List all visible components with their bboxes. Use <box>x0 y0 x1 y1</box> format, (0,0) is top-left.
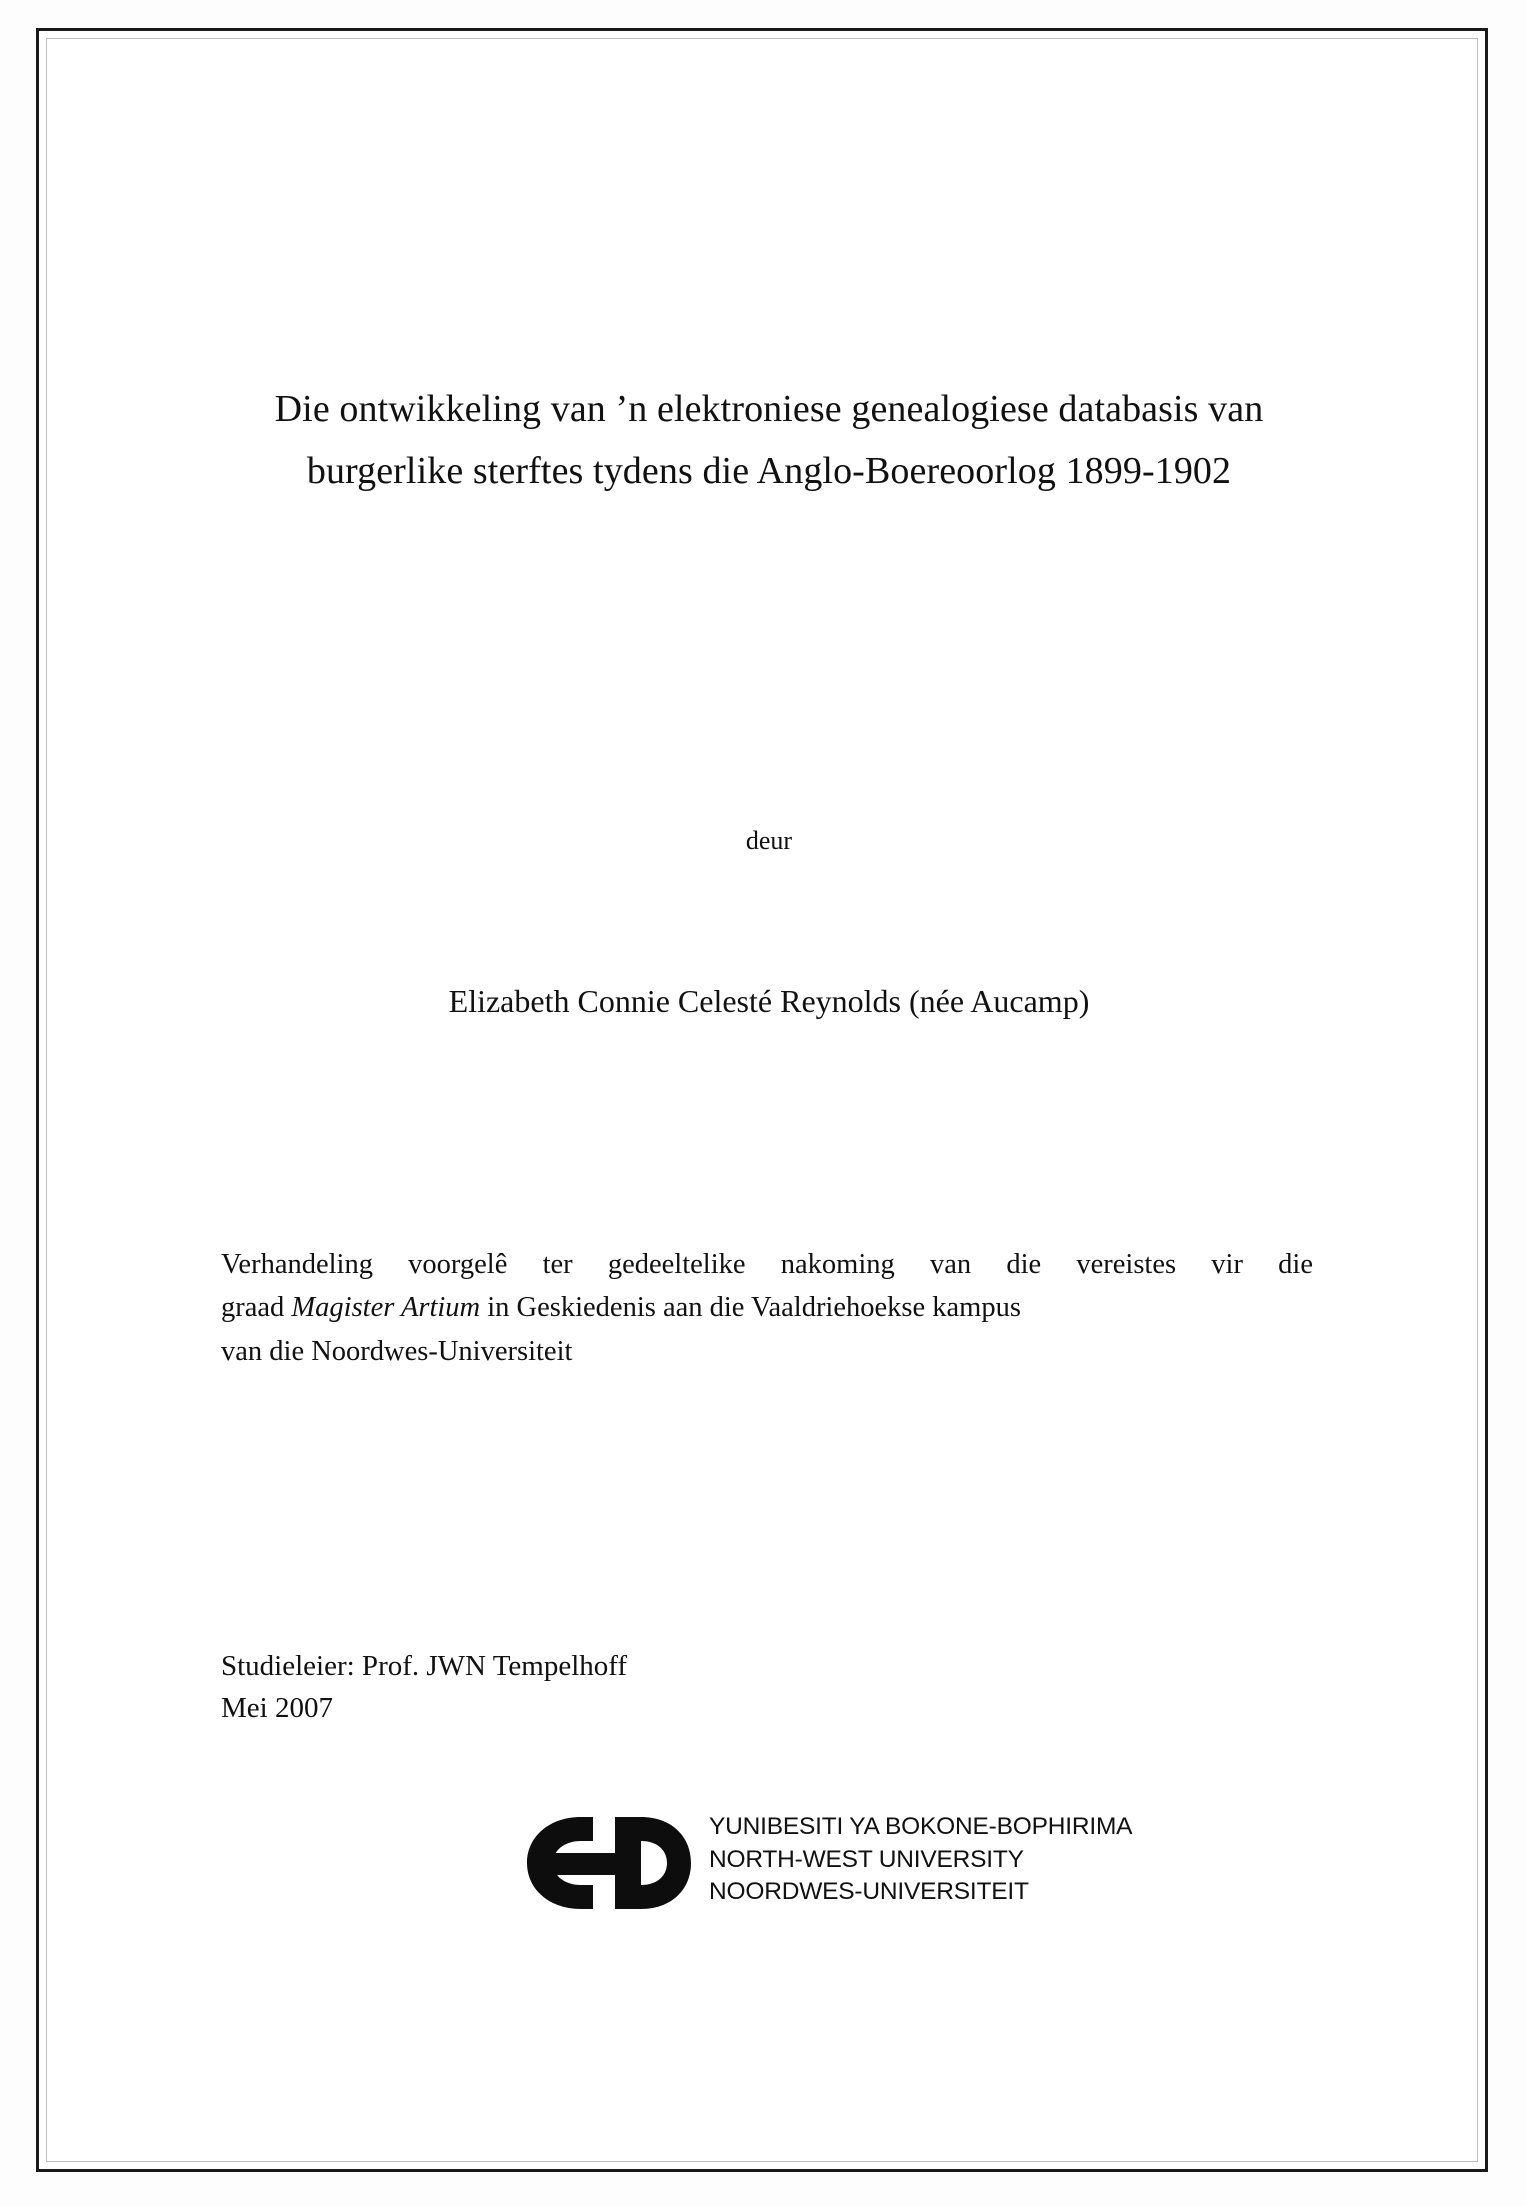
north-west-university-logo-icon <box>519 1811 715 1915</box>
logo-text-line-1: YUNIBESITI YA BOKONE-BOPHIRIMA <box>709 1813 1133 1840</box>
logo-text-line-3: NOORDWES-UNIVERSITEIT <box>709 1878 1029 1906</box>
degree-statement <box>221 1243 1313 1373</box>
university-logo <box>519 1807 1159 1917</box>
page-border <box>36 28 1488 2172</box>
supervisor-block <box>221 1646 1221 1730</box>
title-page-content <box>189 31 1349 2169</box>
degree-statement-line-2-prefix: graad <box>221 1292 292 1324</box>
submission-date: Mei 2007 <box>221 1691 333 1724</box>
by-label: deur <box>745 826 793 855</box>
degree-statement-line-1: Verhandeling voorgelê ter gedeeltelike nakoming van die vereistes vir die <box>221 1249 1313 1280</box>
author-name: Elizabeth Connie Celesté Reynolds (née Aucamp) <box>448 983 1090 1019</box>
logo-text-line-2: NORTH-WEST UNIVERSITY <box>709 1845 1024 1873</box>
supervisor-name: Studieleier: Prof. JWN Tempelhoff <box>221 1650 628 1682</box>
degree-name-italic: Magister Artium <box>291 1292 481 1324</box>
degree-statement-line-2-suffix: in Geskiedenis aan die Vaaldriehoekse kampus <box>480 1292 1021 1324</box>
university-logo-text <box>709 1811 1132 1909</box>
degree-statement-line-3: van die Noordwes-Universiteit <box>221 1335 573 1367</box>
title-line-2: burgerlike sterftes tydens die Anglo-Boereoorlog 1899-1902 <box>306 449 1232 492</box>
degree-statement-line-2 <box>221 1286 1313 1329</box>
title-line-1: Die ontwikkeling van ’n elektroniese genealogiese databasis van <box>274 388 1264 430</box>
page-title <box>189 379 1349 502</box>
